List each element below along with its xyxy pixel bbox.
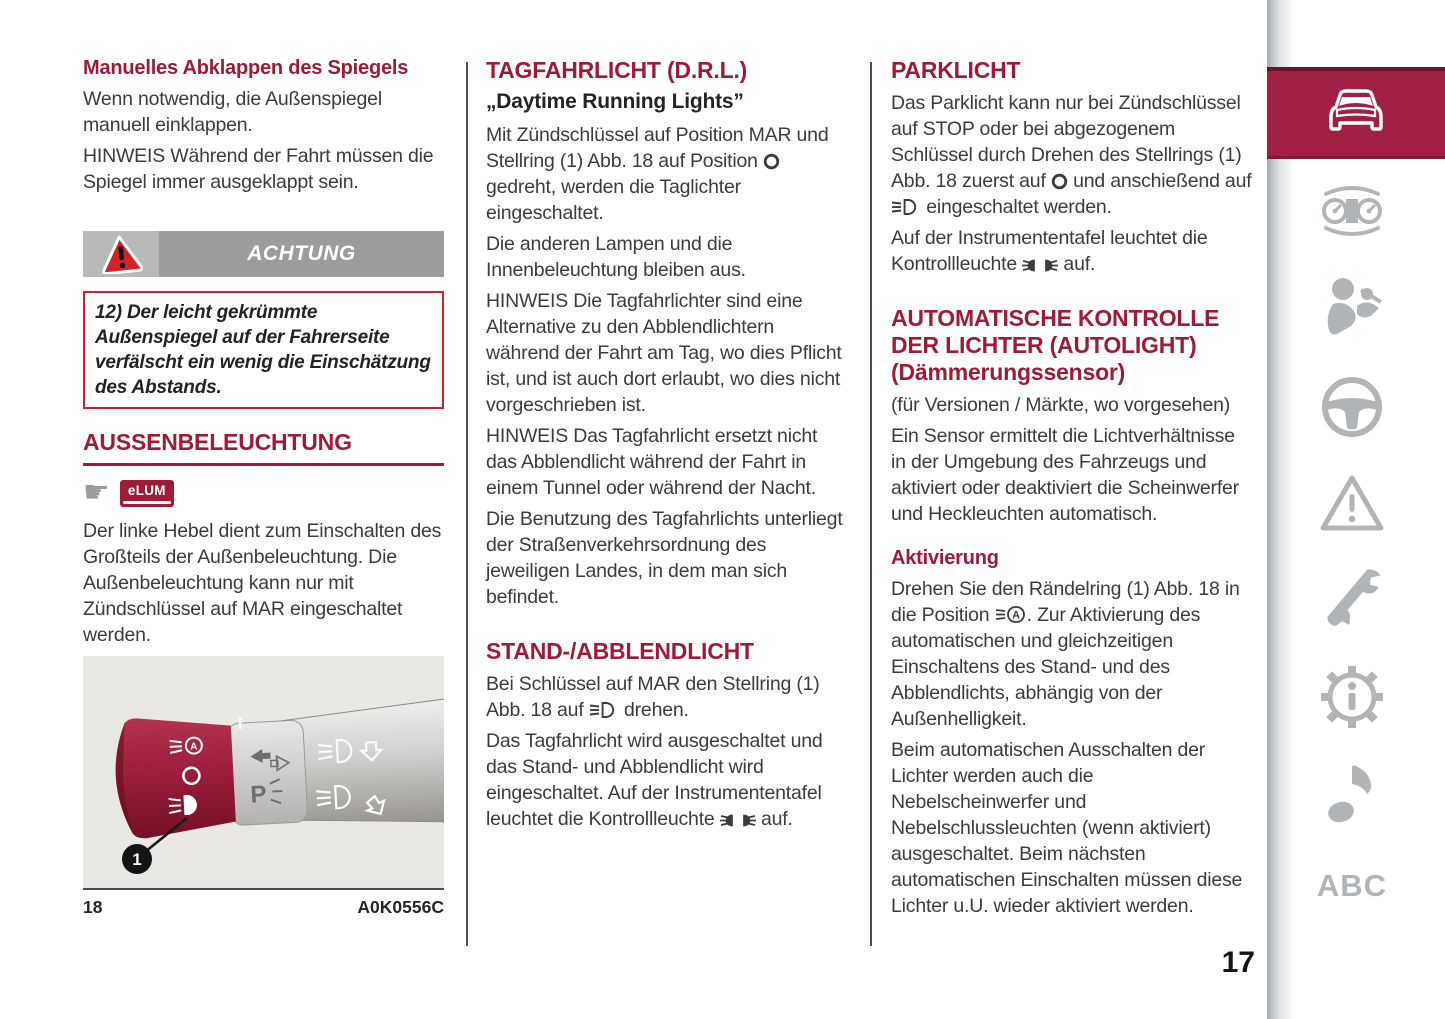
left-column xyxy=(83,57,444,918)
paragraph: HINWEIS Während der Fahrt müssen die Spiegel immer ausgeklappt sein. xyxy=(83,145,434,193)
column-divider xyxy=(466,62,468,946)
warning-triangle-outline-icon xyxy=(1319,474,1385,532)
paragraph: Die anderen Lampen und die Innenbeleuchtung bleiben aus. xyxy=(486,233,746,281)
sidebar-tab-steering[interactable] xyxy=(1314,376,1390,438)
position-O-icon xyxy=(1051,173,1068,190)
position-O-icon xyxy=(763,153,780,170)
heading-aktivierung: Aktivierung xyxy=(891,547,999,569)
sidebar-tab-multimedia[interactable] xyxy=(1314,760,1390,824)
music-note-icon xyxy=(1325,760,1379,824)
heading-manuelles-abklappen: Manuelles Abklappen des Spiegels xyxy=(83,57,409,79)
paragraph: Auf der Instrumententafel leuchtet die Kontrollleuchte auf. xyxy=(891,227,1208,275)
figure-number: 18 xyxy=(83,897,103,917)
heading-stand-abblendlicht: STAND-/ABBLENDLICHT xyxy=(486,638,754,664)
note-12-box xyxy=(83,291,444,409)
parking-lights-indicator-icon xyxy=(1022,258,1058,273)
abc-label: ABC xyxy=(1316,868,1388,903)
achtung-banner xyxy=(83,231,444,277)
sidebar-tab-safety[interactable] xyxy=(1314,276,1390,336)
achtung-label: ACHTUNG xyxy=(247,242,356,265)
parking-lights-indicator-icon xyxy=(720,813,756,828)
paragraph: Die Benutzung des Tagfahrlichts unterliegt der Straßenverkehrsordnung des jeweiligen Landes, in dem man sich befindet. xyxy=(486,508,843,608)
sidebar-tab-index[interactable] xyxy=(1314,868,1390,904)
airbag-icon xyxy=(1321,276,1383,336)
paragraph: Bei Schlüssel auf MAR den Stellring (1) Abb. 18 auf drehen. xyxy=(486,673,820,721)
wrench-icon xyxy=(1320,560,1384,634)
right-column xyxy=(891,57,1252,924)
page-number: 17 xyxy=(1221,946,1255,979)
note-12-text: 12) Der leicht gekrümmte Außenspiegel auf der Fahrerseite verfälscht ein wenig die Einschätzung des Abstands. xyxy=(95,302,431,398)
warning-triangle-icon xyxy=(83,231,159,277)
figure-18-stalk-image xyxy=(83,656,444,890)
sidebar-tab-dashboard[interactable] xyxy=(1314,186,1390,236)
heading-tagfahrlicht: TAGFAHRLICHT (D.R.L.) xyxy=(486,57,748,83)
car-icon xyxy=(1321,86,1391,141)
pointing-hand-icon: ☛ xyxy=(83,475,110,510)
paragraph: HINWEIS Das Tagfahrlicht ersetzt nicht das Abblendlicht während der Fahrt in einem Tunnel oder während der Nacht. xyxy=(486,425,818,499)
middle-column xyxy=(486,57,847,837)
paragraph: Beim automatischen Ausschalten der Lichter werden auch die Nebelscheinwerfer und Nebelschlussleuchten (wenn aktiviert) ausgeschaltet. Beim nächsten automatischen Einschalten müssen diese Lichter u.U. wieder aktiviert werden. xyxy=(891,739,1243,917)
paragraph: Ein Sensor ermittelt die Lichtverhältnisse in der Umgebung des Fahrzeugs und aktiviert oder deaktiviert die Scheinwerfer und Heckleuchten automatisch. xyxy=(891,425,1239,525)
elum-book-icon: eLUM xyxy=(120,480,174,507)
svg-text:1: 1 xyxy=(132,850,142,869)
reference-icons-row xyxy=(83,476,444,510)
steering-wheel-icon xyxy=(1321,376,1383,438)
sidebar-tab-maintenance[interactable] xyxy=(1314,560,1390,634)
paragraph: Der linke Hebel dient zum Einschalten des Großteils der Außenbeleuchtung. Die Außenbeleuchtung kann nur mit Zündschlüssel auf MAR eingeschaltet werden. xyxy=(83,520,442,646)
sidebar-tab-technical-info[interactable] xyxy=(1314,664,1390,730)
sidebar-tab-car-active[interactable] xyxy=(1267,67,1445,159)
autolight-position-icon xyxy=(995,605,1027,624)
heading-autolight: AUTOMATISCHE KONTROLLE DER LICHTER (AUTOLIGHT) (Dämmerungssensor) xyxy=(891,305,1220,385)
paragraph: Wenn notwendig, die Außenspiegel manuell einklappen. xyxy=(83,88,382,136)
figure-caption xyxy=(83,897,444,918)
svg-text:A: A xyxy=(1011,609,1020,622)
gear-info-icon xyxy=(1319,664,1385,730)
paragraph: (für Versionen / Märkte, wo vorgesehen) xyxy=(891,394,1231,416)
heading-aussenbeleuchtung: AUSSENBELEUCHTUNG xyxy=(83,429,444,466)
column-divider xyxy=(870,62,872,946)
low-beam-icon xyxy=(589,701,619,719)
low-beam-icon xyxy=(891,198,921,216)
paragraph: Das Tagfahrlicht wird ausgeschaltet und das Stand- und Abblendlicht wird eingeschaltet. Auf der Instrumententafel leuchtet die Kontrollleuchte auf. xyxy=(486,730,823,830)
heading-parklicht: PARKLICHT xyxy=(891,57,1021,83)
paragraph: HINWEIS Die Tagfahrlichter sind eine Alternative zu den Abblendlichtern während der Fahrt am Tag, wo dies Pflicht ist, und ist auch dort erlaubt, wo dies nicht vorgeschrieben ist. xyxy=(486,290,842,416)
svg-text:A: A xyxy=(190,741,198,753)
svg-text:P: P xyxy=(249,780,268,809)
paragraph: Das Parklicht kann nur bei Zündschlüssel auf STOP oder bei abgezogenem Schlüssel durch Drehen des Stellrings (1) Abb. 18 zuerst auf und anschießend auf eingeschaltet werden. xyxy=(891,92,1252,218)
sidebar-tab-emergency[interactable] xyxy=(1314,474,1390,532)
paragraph: Mit Zündschlüssel auf Position MAR und Stellring (1) Abb. 18 auf Position gedreht, werden die Taglichter eingeschaltet. xyxy=(486,124,829,224)
dashboard-icon xyxy=(1318,186,1386,236)
paragraph: Drehen Sie den Rändelring (1) Abb. 18 in die Position A . Zur Aktivierung des automatischen und gleichzeitigen Einschaltens des Stand- und des Abblendlichts, abhängig von der Außenhelligkeit. xyxy=(891,578,1240,730)
subheading-drl: „Daytime Running Lights” xyxy=(486,90,744,113)
figure-code: A0K0556C xyxy=(357,897,444,917)
